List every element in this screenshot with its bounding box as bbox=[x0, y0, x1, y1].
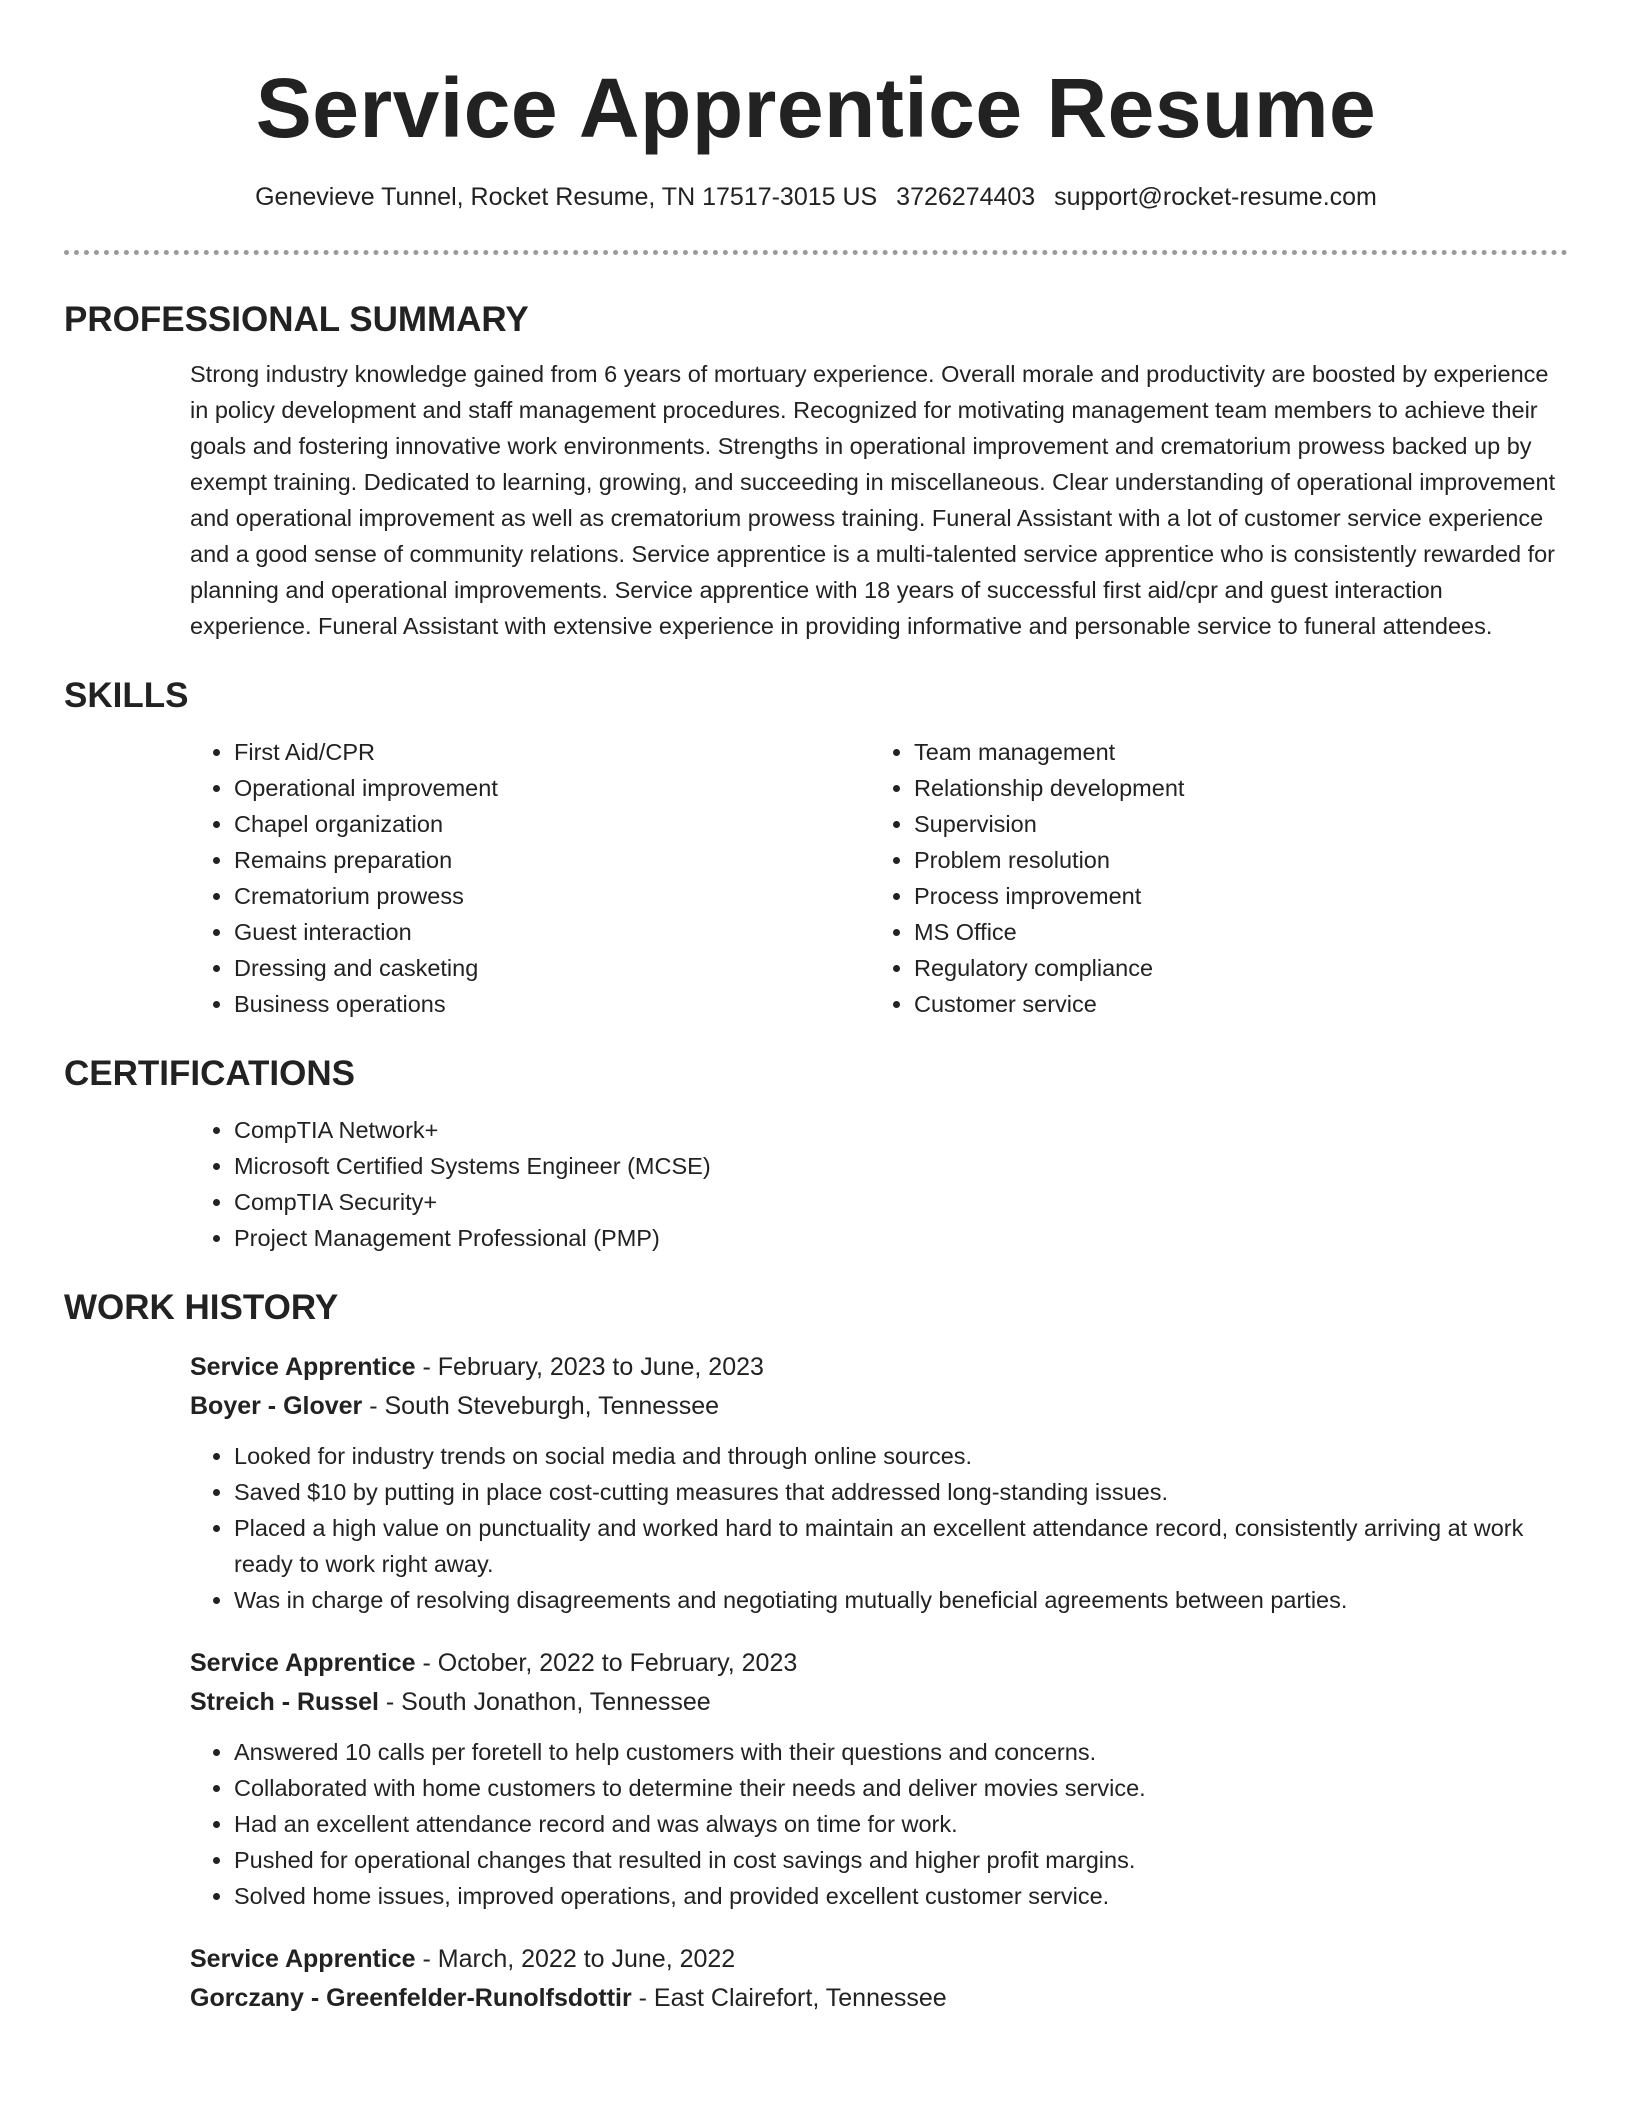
job-title: Service Apprentice bbox=[190, 1945, 416, 1973]
job-title-line bbox=[190, 1348, 1568, 1387]
skills-list-left bbox=[190, 734, 870, 1022]
skill-item: • Dressing and casketing bbox=[234, 950, 870, 986]
summary-text: Strong industry knowledge gained from 6 years of mortuary experience. Overall morale and productivity are boosted by experience in policy development and staff management procedures. Recognized for motivating management team members to achieve their goals and fostering innovative work environments. Strengths in operational improvement and crematorium prowess backed up by exempt training. Dedicated to learning, growing, and succeeding in miscellaneous. Clear understanding of operational improvement and operational improvement as well as crematorium prowess training. Funeral Assistant with a lot of customer service experience and a good sense of community relations. Service apprentice is a multi-talented service apprentice who is consistently rewarded for planning and operational improvements. Service apprentice with 18 years of successful first aid/cpr and guest interaction experience. Funeral Assistant with extensive experience in providing informative and personable service to funeral attendees. bbox=[190, 361, 1556, 639]
skill-item: • Supervision bbox=[914, 806, 1550, 842]
summary-section bbox=[64, 296, 1568, 644]
skill-item: • Relationship development bbox=[914, 770, 1550, 806]
resume-title: Service Apprentice Resume bbox=[255, 61, 1377, 155]
job-bullet: • Answered 10 calls per foretell to help customers with their questions and concerns. bbox=[234, 1734, 1568, 1770]
skill-item: • MS Office bbox=[914, 914, 1550, 950]
job-bullet: • Placed a high value on punctuality and worked hard to maintain an excellent attendance record, consistently arriving at work ready to work right away. bbox=[234, 1510, 1568, 1582]
job-company-line bbox=[190, 1979, 1568, 2018]
skill-item: • Crematorium prowess bbox=[234, 878, 870, 914]
job-company-line bbox=[190, 1387, 1568, 1426]
job-bullet: • Pushed for operational changes that resulted in cost savings and higher profit margins. bbox=[234, 1842, 1568, 1878]
contact-phone: 3726274403 bbox=[896, 183, 1036, 211]
skill-item: • Problem resolution bbox=[914, 842, 1550, 878]
skills-heading: SKILLS bbox=[64, 676, 189, 715]
job-bullet: • Solved home issues, improved operations, and provided excellent customer service. bbox=[234, 1878, 1568, 1914]
contact-line bbox=[0, 180, 1632, 214]
job-title: Service Apprentice bbox=[190, 1649, 416, 1677]
job-entry bbox=[190, 1348, 1568, 1618]
job-company: Streich - Russel bbox=[190, 1688, 379, 1716]
job-dates: - October, 2022 to February, 2023 bbox=[415, 1649, 798, 1677]
certification-item: • CompTIA Network+ bbox=[234, 1112, 1568, 1148]
job-company: Gorczany - Greenfelder-Runolfsdottir bbox=[190, 1984, 632, 2012]
job-bullet: • Collaborated with home customers to determine their needs and deliver movies service. bbox=[234, 1770, 1568, 1806]
resume-content bbox=[64, 296, 1568, 2018]
skill-item: • Operational improvement bbox=[234, 770, 870, 806]
job-entry bbox=[190, 1644, 1568, 1914]
contact-email: support@rocket-resume.com bbox=[1054, 183, 1377, 211]
skills-section bbox=[64, 672, 1568, 1022]
skills-list-right bbox=[870, 734, 1550, 1022]
job-entry bbox=[190, 1940, 1568, 2018]
job-bullets bbox=[190, 1438, 1568, 1618]
job-bullet: • Saved $10 by putting in place cost-cutting measures that addressed long-standing issues. bbox=[234, 1474, 1568, 1510]
job-dates: - February, 2023 to June, 2023 bbox=[415, 1353, 764, 1381]
skill-item: • Business operations bbox=[234, 986, 870, 1022]
skill-item: • Regulatory compliance bbox=[914, 950, 1550, 986]
skill-item: • Process improvement bbox=[914, 878, 1550, 914]
job-location: - South Steveburgh, Tennessee bbox=[362, 1392, 720, 1420]
job-bullet: • Was in charge of resolving disagreements and negotiating mutually beneficial agreements between parties. bbox=[234, 1582, 1568, 1618]
summary-heading: PROFESSIONAL SUMMARY bbox=[64, 300, 529, 339]
certifications-section bbox=[64, 1050, 1568, 1256]
job-bullets bbox=[190, 1734, 1568, 1914]
certification-item: • Project Management Professional (PMP) bbox=[234, 1220, 1568, 1256]
contact-address: Genevieve Tunnel, Rocket Resume, TN 17517-3015 US bbox=[255, 183, 878, 211]
work-history-section bbox=[64, 1284, 1568, 2018]
work-history-heading: WORK HISTORY bbox=[64, 1288, 339, 1327]
skill-item: • Team management bbox=[914, 734, 1550, 770]
certifications-list bbox=[190, 1112, 1568, 1256]
skill-item: • First Aid/CPR bbox=[234, 734, 870, 770]
certification-item: • CompTIA Security+ bbox=[234, 1184, 1568, 1220]
certification-item: • Microsoft Certified Systems Engineer (MCSE) bbox=[234, 1148, 1568, 1184]
skill-item: • Customer service bbox=[914, 986, 1550, 1022]
job-dates: - March, 2022 to June, 2022 bbox=[415, 1945, 736, 1973]
job-company: Boyer - Glover bbox=[190, 1392, 363, 1420]
job-bullet: • Had an excellent attendance record and was always on time for work. bbox=[234, 1806, 1568, 1842]
job-company-line bbox=[190, 1683, 1568, 1722]
job-title: Service Apprentice bbox=[190, 1353, 416, 1381]
job-title-line bbox=[190, 1644, 1568, 1683]
skill-item: • Chapel organization bbox=[234, 806, 870, 842]
job-location: - South Jonathon, Tennessee bbox=[378, 1688, 711, 1716]
job-bullet: • Looked for industry trends on social media and through online sources. bbox=[234, 1438, 1568, 1474]
skill-item: • Remains preparation bbox=[234, 842, 870, 878]
certifications-heading: CERTIFICATIONS bbox=[64, 1054, 356, 1093]
job-title-line bbox=[190, 1940, 1568, 1979]
job-location: - East Clairefort, Tennessee bbox=[631, 1984, 947, 2012]
header-divider bbox=[64, 250, 1568, 255]
skill-item: • Guest interaction bbox=[234, 914, 870, 950]
